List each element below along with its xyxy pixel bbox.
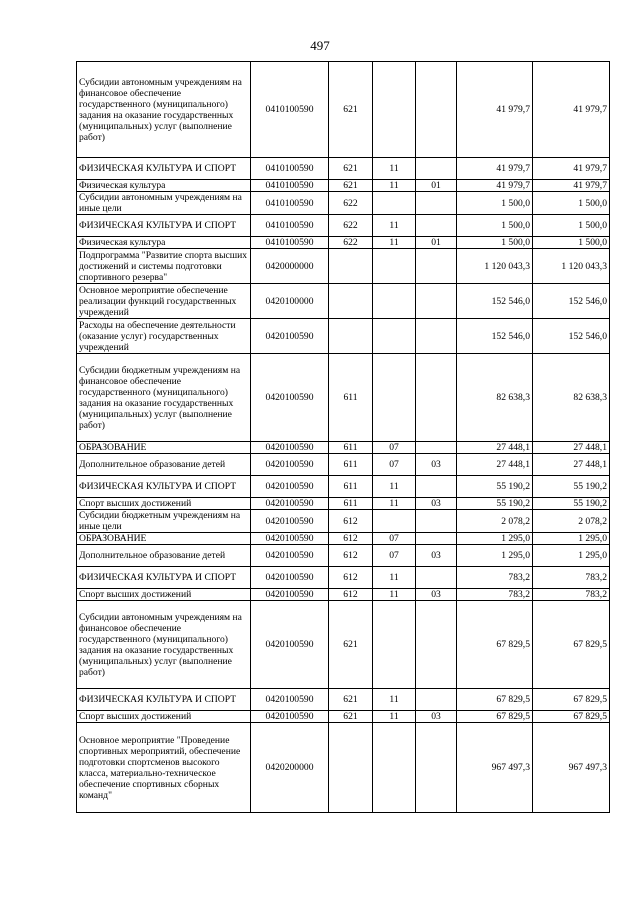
row-name: ФИЗИЧЕСКАЯ КУЛЬТУРА И СПОРТ [77,158,251,180]
row-code: 0420100590 [251,589,329,601]
row-expense-type: 611 [329,454,373,476]
table-row [77,319,610,354]
row-sum-2: 783,2 [533,567,610,589]
row-expense-type: 612 [329,533,373,545]
table-row [77,442,610,454]
row-subsection [416,284,457,319]
row-subsection: 03 [416,711,457,723]
row-subsection: 01 [416,180,457,192]
row-section [373,192,416,215]
row-expense-type: 611 [329,498,373,510]
row-code: 0420100590 [251,442,329,454]
table-row [77,567,610,589]
row-subsection: 01 [416,237,457,249]
table-row [77,192,610,215]
row-code: 0410100590 [251,180,329,192]
row-code: 0420100590 [251,689,329,711]
row-subsection [416,601,457,689]
row-section: 11 [373,476,416,498]
row-code: 0420100590 [251,510,329,533]
row-sum-1: 967 497,3 [457,723,533,813]
row-name: Субсидии бюджетным учреждениям на финансовое обеспечение государственного (муниципального) задания на оказание государственных (муниципальных) услуг (выполнение работ) [77,354,251,442]
row-sum-1: 41 979,7 [457,180,533,192]
row-sum-2: 152 546,0 [533,284,610,319]
row-sum-1: 27 448,1 [457,442,533,454]
table-row [77,215,610,237]
page-number: 497 [310,38,330,53]
row-code: 0420100000 [251,284,329,319]
row-code: 0420100590 [251,545,329,567]
row-section: 11 [373,215,416,237]
row-subsection [416,567,457,589]
row-subsection [416,215,457,237]
row-name: ОБРАЗОВАНИЕ [77,442,251,454]
row-expense-type: 621 [329,158,373,180]
table-row [77,284,610,319]
table-row [77,158,610,180]
row-name: Физическая культура [77,237,251,249]
row-sum-2: 67 829,5 [533,689,610,711]
row-sum-1: 67 829,5 [457,689,533,711]
row-code: 0420100590 [251,711,329,723]
row-sum-1: 67 829,5 [457,601,533,689]
row-sum-2: 1 500,0 [533,192,610,215]
row-code: 0410100590 [251,62,329,158]
row-sum-2: 27 448,1 [533,454,610,476]
row-sum-2: 1 500,0 [533,237,610,249]
table-row [77,249,610,284]
row-name: ФИЗИЧЕСКАЯ КУЛЬТУРА И СПОРТ [77,215,251,237]
row-expense-type: 612 [329,510,373,533]
row-sum-1: 152 546,0 [457,319,533,354]
row-subsection [416,533,457,545]
row-name: Основное мероприятие "Проведение спортивных мероприятий, обеспечение подготовки спортсменов высокого класса, материально-техническое обеспечение спортивных сборных команд" [77,723,251,813]
row-expense-type [329,284,373,319]
row-expense-type: 612 [329,545,373,567]
row-section: 11 [373,711,416,723]
row-subsection: 03 [416,454,457,476]
row-name: ФИЗИЧЕСКАЯ КУЛЬТУРА И СПОРТ [77,567,251,589]
row-section [373,354,416,442]
row-sum-1: 1 500,0 [457,237,533,249]
row-code: 0420100590 [251,454,329,476]
row-subsection [416,249,457,284]
row-code: 0420100590 [251,533,329,545]
row-code: 0420100590 [251,319,329,354]
row-subsection [416,158,457,180]
row-expense-type: 622 [329,192,373,215]
row-code: 0410100590 [251,237,329,249]
row-name: Субсидии бюджетным учреждениям на иные цели [77,510,251,533]
row-name: Дополнительное образование детей [77,545,251,567]
row-expense-type: 622 [329,215,373,237]
row-expense-type [329,319,373,354]
row-sum-2: 1 500,0 [533,215,610,237]
row-sum-1: 152 546,0 [457,284,533,319]
row-sum-1: 27 448,1 [457,454,533,476]
row-name: Спорт высших достижений [77,498,251,510]
row-sum-1: 67 829,5 [457,711,533,723]
row-sum-2: 67 829,5 [533,711,610,723]
table-row [77,601,610,689]
row-sum-1: 783,2 [457,567,533,589]
row-sum-1: 1 295,0 [457,545,533,567]
row-expense-type: 612 [329,589,373,601]
row-section [373,319,416,354]
row-name: Субсидии автономным учреждениям на финансовое обеспечение государственного (муниципального) задания на оказание государственных (муниципальных) услуг (выполнение работ) [77,601,251,689]
row-name: Подпрограмма "Развитие спорта высших достижений и системы подготовки спортивного резерва" [77,249,251,284]
table-row [77,180,610,192]
row-expense-type [329,249,373,284]
row-sum-2: 67 829,5 [533,601,610,689]
row-sum-2: 55 190,2 [533,476,610,498]
row-code: 0420100590 [251,354,329,442]
row-code: 0420100590 [251,498,329,510]
row-sum-2: 152 546,0 [533,319,610,354]
row-subsection [416,354,457,442]
row-sum-1: 1 120 043,3 [457,249,533,284]
row-subsection: 03 [416,545,457,567]
row-section: 07 [373,545,416,567]
row-section [373,601,416,689]
table-row [77,545,610,567]
table-row [77,237,610,249]
row-sum-2: 783,2 [533,589,610,601]
row-section: 11 [373,180,416,192]
row-section [373,62,416,158]
row-sum-1: 55 190,2 [457,498,533,510]
row-subsection [416,476,457,498]
row-sum-1: 1 500,0 [457,215,533,237]
row-name: Субсидии автономным учреждениям на финансовое обеспечение государственного (муниципального) задания на оказание государственных (муниципальных) услуг (выполнение работ) [77,62,251,158]
row-sum-2: 2 078,2 [533,510,610,533]
table-row [77,533,610,545]
row-name: Субсидии автономным учреждениям на иные цели [77,192,251,215]
row-sum-2: 27 448,1 [533,442,610,454]
table-row [77,689,610,711]
table-row [77,476,610,498]
row-section [373,284,416,319]
table-row [77,711,610,723]
row-section: 07 [373,454,416,476]
row-code: 0410100590 [251,158,329,180]
row-expense-type: 611 [329,476,373,498]
row-subsection [416,442,457,454]
row-sum-2: 41 979,7 [533,62,610,158]
row-name: Спорт высших достижений [77,589,251,601]
row-sum-2: 1 120 043,3 [533,249,610,284]
row-subsection [416,689,457,711]
row-name: ФИЗИЧЕСКАЯ КУЛЬТУРА И СПОРТ [77,476,251,498]
row-sum-2: 82 638,3 [533,354,610,442]
row-subsection: 03 [416,498,457,510]
table-row [77,723,610,813]
table-row [77,498,610,510]
row-section: 07 [373,533,416,545]
table-row [77,454,610,476]
row-sum-2: 41 979,7 [533,158,610,180]
row-expense-type: 611 [329,354,373,442]
row-expense-type: 621 [329,711,373,723]
row-subsection [416,319,457,354]
row-sum-1: 82 638,3 [457,354,533,442]
row-sum-2: 41 979,7 [533,180,610,192]
row-code: 0420100590 [251,601,329,689]
row-subsection [416,510,457,533]
row-expense-type: 621 [329,601,373,689]
table-row [77,589,610,601]
budget-table-body [77,62,610,813]
row-expense-type [329,723,373,813]
row-name: Спорт высших достижений [77,711,251,723]
row-section: 07 [373,442,416,454]
row-expense-type: 612 [329,567,373,589]
row-subsection: 03 [416,589,457,601]
row-code: 0420100590 [251,567,329,589]
row-sum-1: 1 295,0 [457,533,533,545]
table-row [77,62,610,158]
row-section [373,249,416,284]
row-subsection [416,192,457,215]
row-code: 0420000000 [251,249,329,284]
row-sum-2: 967 497,3 [533,723,610,813]
row-code: 0410100590 [251,215,329,237]
row-section: 11 [373,498,416,510]
row-subsection [416,723,457,813]
budget-table [76,61,610,813]
row-name: ФИЗИЧЕСКАЯ КУЛЬТУРА И СПОРТ [77,689,251,711]
row-expense-type: 621 [329,62,373,158]
row-sum-2: 1 295,0 [533,545,610,567]
row-sum-2: 55 190,2 [533,498,610,510]
row-section: 11 [373,589,416,601]
table-row [77,354,610,442]
table-row [77,510,610,533]
row-name: Дополнительное образование детей [77,454,251,476]
row-section [373,510,416,533]
row-name: ОБРАЗОВАНИЕ [77,533,251,545]
row-section: 11 [373,158,416,180]
row-code: 0420200000 [251,723,329,813]
row-sum-1: 41 979,7 [457,62,533,158]
row-name: Расходы на обеспечение деятельности (оказание услуг) государственных учреждений [77,319,251,354]
row-expense-type: 622 [329,237,373,249]
row-code: 0420100590 [251,476,329,498]
row-section: 11 [373,237,416,249]
row-section [373,723,416,813]
row-expense-type: 621 [329,180,373,192]
row-code: 0410100590 [251,192,329,215]
row-section: 11 [373,567,416,589]
row-section: 11 [373,689,416,711]
row-sum-1: 1 500,0 [457,192,533,215]
row-sum-1: 55 190,2 [457,476,533,498]
row-expense-type: 621 [329,689,373,711]
row-sum-1: 783,2 [457,589,533,601]
row-expense-type: 611 [329,442,373,454]
row-sum-1: 41 979,7 [457,158,533,180]
row-name: Основное мероприятие обеспечение реализации функций государственных учреждений [77,284,251,319]
row-name: Физическая культура [77,180,251,192]
row-subsection [416,62,457,158]
row-sum-2: 1 295,0 [533,533,610,545]
row-sum-1: 2 078,2 [457,510,533,533]
